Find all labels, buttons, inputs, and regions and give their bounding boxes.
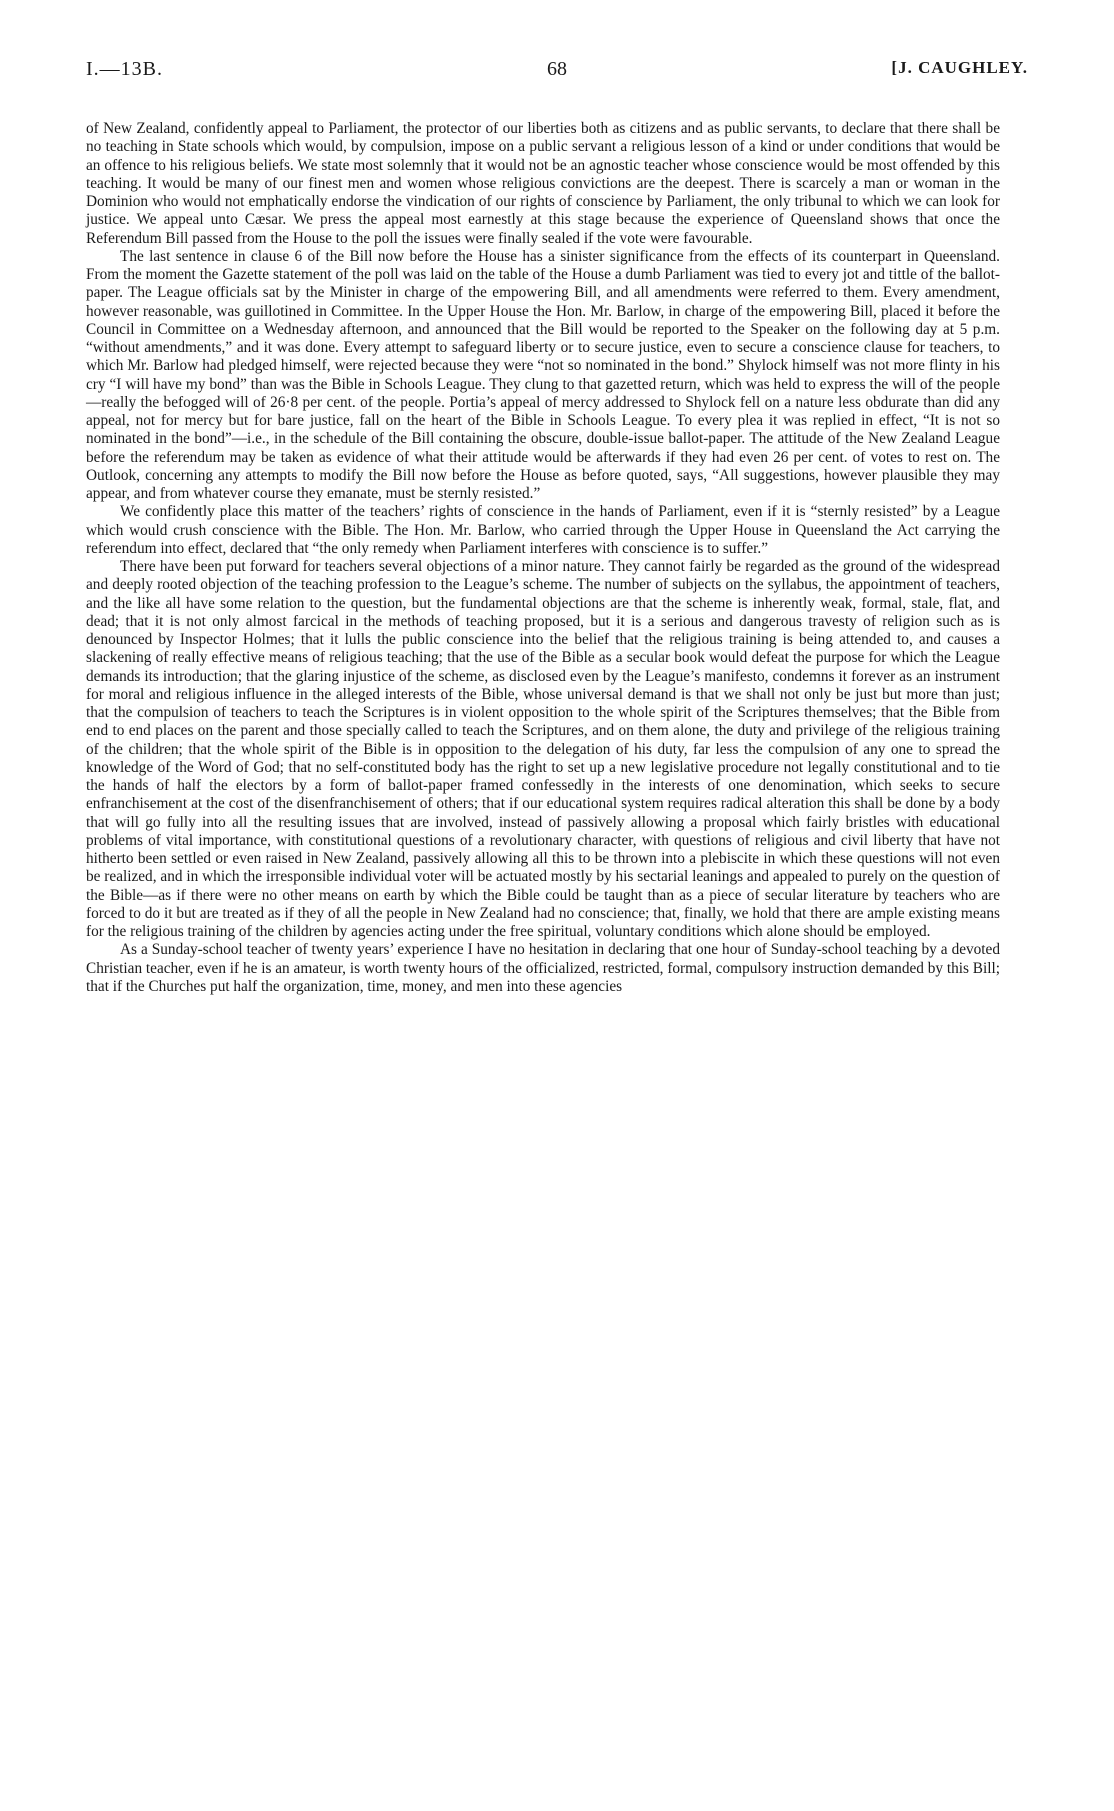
paragraph-sunday-school: As a Sunday-school teacher of twenty years’ experience I have no hesitation in declaring that one hour of Sunday-school teaching by a devoted Christian teacher, even if he is an amateur, is worth twenty hours of the officialized, restricted, formal, compulsory instruction demanded by this Bill; that if the Churches put half the organization, time, money, and men into these agencies (86, 941, 1000, 995)
paragraph-continuation: of New Zealand, confidently appeal to Parliament, the protector of our liberties both as citizens and as public servants, to declare that there shall be no teaching in State schools which would, by compulsion, impose on a public servant a religious lesson of a kind or under conditions that would be an offence to his religious beliefs. We state most solemnly that it would not be an agnostic teacher whose conscience would be most offended by this teaching. It would be many of our finest men and women whose religious convictions are the deepest. There is scarcely a man or woman in the Dominion who would not emphatically endorse the vindication of our rights of conscience by Parliament, the only tribunal to which we can look for justice. We appeal unto Cæsar. We press the appeal most earnestly at this stage because the experience of Queensland shows that once the Referendum Bill passed from the House to the poll the issues were finally sealed if the vote were favourable. (86, 120, 1000, 247)
parliamentary-paper-reference: I.—13B. (86, 58, 163, 80)
document-body (86, 120, 1000, 996)
paragraph-objections: There have been put forward for teachers several objections of a minor nature. They cannot fairly be regarded as the ground of the widespread and deeply rooted objection of the teaching profession to the League’s scheme. The number of subjects on the syllabus, the appointment of teachers, and the like all have some relation to the question, but the fundamental objections are that the scheme is inherently weak, formal, stale, flat, and dead; that it is not only almost farcical in the methods of teaching proposed, but it is a serious and dangerous travesty of religion such as is denounced by Inspector Holmes; that it lulls the public conscience into the belief that the religious training is being attended to, and causes a slackening of really effective means of religious teaching; that the use of the Bible as a secular book would defeat the purpose for which the League demands its introduction; that the glaring injustice of the scheme, as disclosed even by the League’s manifesto, condemns it forever as an instrument for moral and religious influence in the alleged interests of the Bible, whose universal demand is that we shall not only be just but more than just; that the compulsion of teachers to teach the Scriptures is in violent opposition to the whole spirit of the Scriptures themselves; that the Bible from end to end places on the parent and those specially called to teach the Scriptures, and on them alone, the duty and privilege of the religious training of the children; that the whole spirit of the Bible is in opposition to the delegation of his duty, far less the compulsion of any one to spread the knowledge of the Word of God; that no self-constituted body has the right to set up a new legislative procedure not legally constitutional and to tie the hands of half the electors by a form of ballot-paper framed confessedly in the interests of one denomination, which seeks to secure enfranchisement at the cost of the disenfranchisement of others; that if our educational system requires radical alteration this shall be done by a body that will go fully into all the resulting issues that are involved, instead of passively allowing a proposal which fairly bristles with educational problems of vital importance, with constitutional questions of a revolutionary character, with questions of religious and civil liberty that have not hitherto been settled or even raised in New Zealand, passively allowing all this to be thrown into a plebiscite in which these questions will not even be realized, and in which the irresponsible individual voter will be actuated mostly by his sectarial leanings and appealed to purely on the question of the Bible—as if there were no other means on earth by which the Bible could be taught than as a piece of secular literature by teachers who are forced to do it but are treated as if they of all the people in New Zealand had no conscience; that, finally, we hold that there are ample existing means for the religious training of the children by agencies acting under the free spiritual, voluntary conditions which alone should be employed. (86, 558, 1000, 940)
page-header (0, 58, 1114, 88)
paragraph-rights-of-conscience: We confidently place this matter of the teachers’ rights of conscience in the hands of Parliament, even if it is “sternly resisted” by a League which would crush conscience with the Bible. The Hon. Mr. Barlow, who carried through the Upper House in Queensland the Act carrying the referendum into effect, declared that “the only remedy when Parliament interferes with conscience is to suffer.” (86, 503, 1000, 557)
paragraph-clause-six: The last sentence in clause 6 of the Bill now before the House has a sinister significance from the effects of its counterpart in Queensland. From the moment the Gazette statement of the poll was laid on the table of the House a dumb Parliament was tied to every jot and tittle of the ballot-paper. The League officials sat by the Minister in charge of the empowering Bill, and all amendments were referred to them. Every amendment, however reasonable, was guillotined in Committee. In the Upper House the Hon. Mr. Barlow, in charge of the empowering Bill, placed it before the Council in Committee on a Wednesday afternoon, and announced that the Bill would be reported to the Speaker on the following day at 5 p.m. “without amendments,” and it was done. Every attempt to safeguard liberty or to secure justice, even to secure a conscience clause for teachers, to which Mr. Barlow had pledged himself, were rejected because they were “not so nominated in the bond.” Shylock himself was not more flinty in his cry “I will have my bond” than was the Bible in Schools League. They clung to that gazetted return, which was held to express the will of the people—really the befogged will of 26·8 per cent. of the people. Portia’s appeal of mercy addressed to Shylock fell on a nature less obdurate than did any appeal, not for mercy but for bare justice, fall on the heart of the Bible in Schools League. To every plea it was replied in effect, “It is not so nominated in the bond”—i.e., in the schedule of the Bill containing the obscure, double-issue ballot-paper. The attitude of the New Zealand League before the referendum may be taken as evidence of what their attitude would be afterwards if they had even 26 per cent. of votes to rest on. The Outlook, concerning any attempts to modify the Bill now before the House as before quoted, says, “All suggestions, however plausible they may appear, and from whatever course they emanate, must be sternly resisted.” (86, 247, 1000, 502)
witness-name: [J. CAUGHLEY. (891, 58, 1028, 77)
page-number: 68 (547, 58, 567, 80)
